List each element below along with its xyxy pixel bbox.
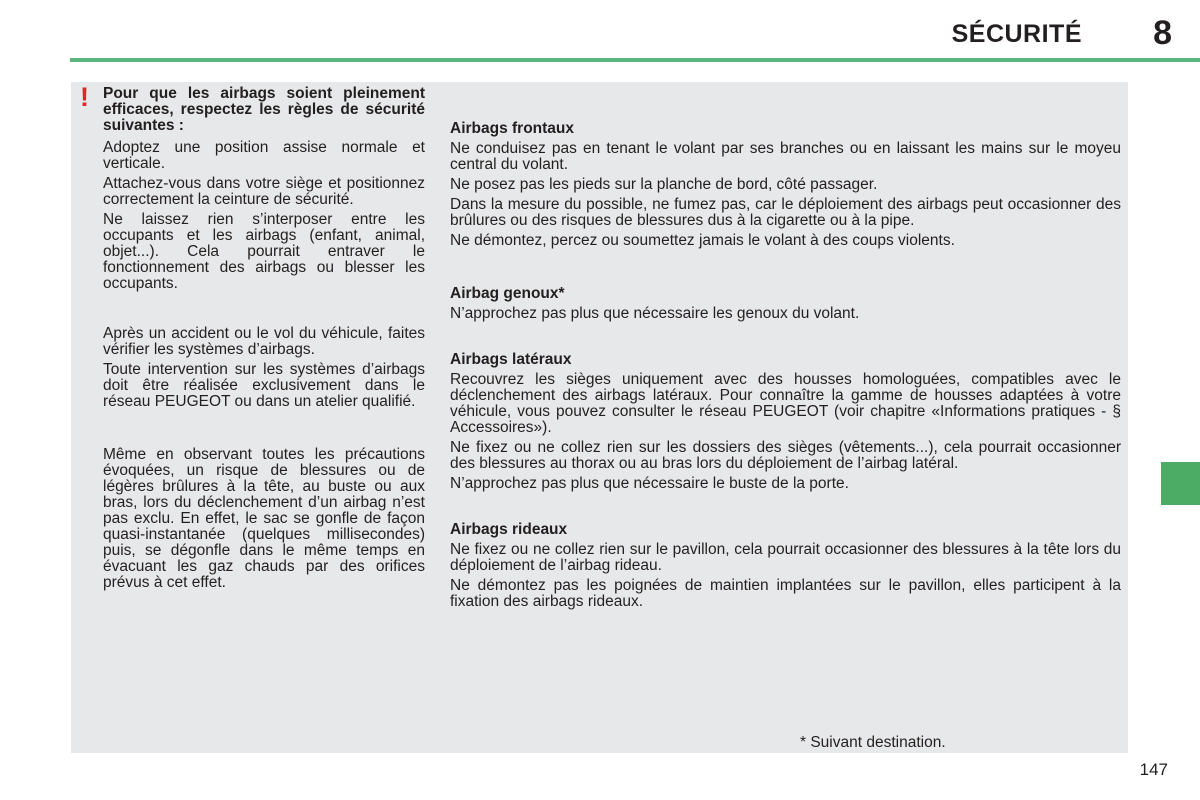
- section-airbags-frontaux: [450, 121, 1121, 249]
- spacer: [103, 296, 425, 326]
- section-heading: Airbag genoux*: [450, 285, 565, 302]
- warning-icon: !: [80, 82, 89, 112]
- chapter-tab-marker: [1161, 462, 1200, 505]
- warning-column: [103, 86, 425, 595]
- warning-paragraph: Adoptez une position assise normale et verticale.: [103, 139, 425, 172]
- page-number: 147: [1139, 760, 1168, 779]
- section-airbag-genoux: [450, 286, 1121, 322]
- section-paragraph: Dans la mesure du possible, ne fumez pas, car le déploiement des airbags peut occasionner des brûlures ou des risques de blessures dus à la cigarette ou à la pipe.: [450, 196, 1121, 229]
- chapter-number: 8: [1153, 14, 1172, 52]
- section-paragraph: Recouvrez les sièges uniquement avec des housses homologuées, compatibles avec le déclenchement des airbags latéraux. Pour connaître la gamme de housses adaptées à votre véhicule, vous pouvez consulter le réseau PEUGEOT (voir chapitre «Informations pratiques - § Accessoires»).: [450, 371, 1121, 436]
- footnote: * Suivant destination.: [800, 734, 946, 751]
- section-paragraph: N’approchez pas plus que nécessaire le buste de la porte.: [450, 475, 849, 492]
- warning-paragraph: Après un accident ou le vol du véhicule, faites vérifier les systèmes d’airbags.: [103, 325, 425, 358]
- section-paragraph: Ne fixez ou ne collez rien sur les dossiers des sièges (vêtements...), cela pourrait occasionner des blessures au thorax ou au bras lors du déploiement de l’airbag latéral.: [450, 439, 1121, 472]
- spacer: [103, 414, 425, 447]
- section-heading: Airbags frontaux: [450, 120, 575, 137]
- section-title: SÉCURITÉ: [951, 20, 1082, 48]
- warning-paragraph: Attachez-vous dans votre siège et positionnez correctement la ceinture de sécurité.: [103, 175, 425, 208]
- warning-paragraph: Toute intervention sur les systèmes d’airbags doit être réalisée exclusivement dans le réseau PEUGEOT ou dans un atelier qualifié.: [103, 361, 425, 410]
- section-paragraph: Ne posez pas les pieds sur la planche de bord, côté passager.: [450, 176, 878, 193]
- warning-intro: Pour que les airbags soient pleinement efficaces, respectez les règles de sécurité suivantes :: [103, 85, 425, 134]
- section-airbags-lateraux: [450, 352, 1121, 492]
- header-rule: [70, 58, 1200, 62]
- section-paragraph: Ne conduisez pas en tenant le volant par ses branches ou en laissant les mains sur le moyeu central du volant.: [450, 140, 1121, 173]
- warning-paragraph: Même en observant toutes les précautions évoquées, un risque de blessures ou de légères brûlures à la tête, au buste ou aux bras, lors du déclenchement d’un airbag n’est pas exclu. En effet, le sac se gonfle de façon quasi-instantanée (quelques millisecondes) puis, se dégonfle dans le même temps en évacuant les gaz chauds par des orifices prévus à cet effet.: [103, 446, 425, 591]
- airbag-sections: [450, 121, 1121, 647]
- section-heading: Airbags latéraux: [450, 351, 572, 368]
- section-paragraph: Ne démontez pas les poignées de maintien implantées sur le pavillon, elles participent à la fixation des airbags rideaux.: [450, 577, 1121, 610]
- section-paragraph: Ne fixez ou ne collez rien sur le pavillon, cela pourrait occasionner des blessures à la tête lors du déploiement de l’airbag rideau.: [450, 541, 1121, 574]
- section-paragraph: N’approchez pas plus que nécessaire les genoux du volant.: [450, 305, 860, 322]
- section-paragraph: Ne démontez, percez ou soumettez jamais le volant à des coups violents.: [450, 232, 955, 249]
- warning-paragraph: Ne laissez rien s’interposer entre les occupants et les airbags (enfant, animal, objet...). Cela pourrait entraver le fonctionnement des airbags ou blesser les occupants.: [103, 211, 425, 292]
- section-airbags-rideaux: [450, 522, 1121, 610]
- section-heading: Airbags rideaux: [450, 521, 568, 538]
